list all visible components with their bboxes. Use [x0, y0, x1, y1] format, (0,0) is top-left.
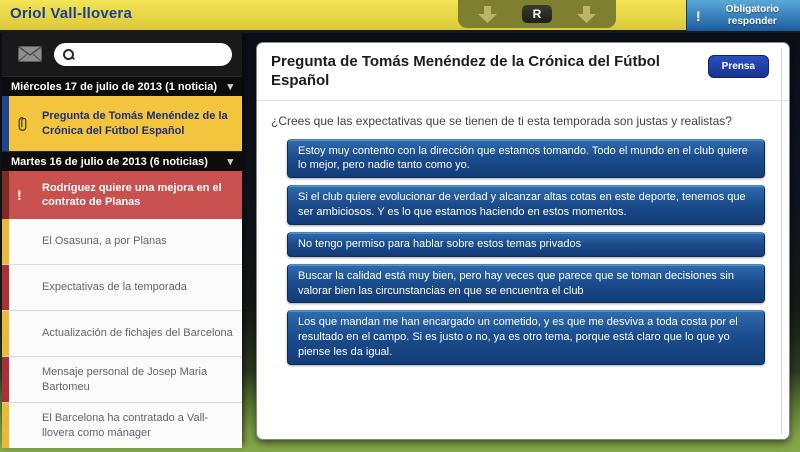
item-color-stripe — [2, 219, 9, 264]
item-color-stripe — [2, 357, 9, 402]
answer-options — [287, 139, 765, 365]
answer-option-2[interactable]: Si el club quiere evolucionar de verdad y alcanzar altas cotas en este deporte, tenemos que ser ambiciosos. Y es lo que estamos haciendo en estos momentos. — [287, 185, 765, 225]
news-item-label: El Osasuna, a por Planas — [42, 235, 167, 248]
continue-button[interactable]: R — [522, 5, 553, 23]
press-question-panel — [256, 42, 790, 440]
nav-down-arrow-right-icon[interactable] — [577, 6, 596, 23]
news-item-label: Expectativas de la temporada — [42, 281, 187, 294]
search-icon — [63, 49, 74, 60]
navigation-cluster — [458, 0, 616, 28]
answer-option-5[interactable]: Los que mandan me han encargado un cometido, y es que me desviva a toda costa por el resultado en el campo. Si es justo o no, ya es otro tema, porque está claro que lo que yo piense les da igual. — [287, 310, 765, 365]
search-box[interactable] — [54, 43, 232, 66]
question-text: ¿Crees que las expectativas que se tienen de ti esta temporada son justas y realistas? — [271, 113, 732, 128]
item-color-stripe — [2, 171, 9, 219]
nav-down-arrow-left-icon[interactable] — [478, 6, 497, 23]
mandatory-respond-button[interactable] — [686, 0, 800, 31]
alert-exclamation-icon: ! — [696, 7, 701, 24]
question-title: Pregunta de Tomás Menéndez de la Crónica del Fútbol Español — [271, 53, 660, 89]
sidebar-toolbar — [2, 33, 242, 76]
title-bar — [0, 0, 800, 33]
news-item-label: Rodríguez quiere una mejora en el contrato de Planas — [42, 181, 222, 208]
news-item-expectations[interactable] — [2, 265, 242, 311]
mail-icon[interactable] — [18, 46, 42, 62]
panel-scrollbar-track[interactable] — [781, 48, 782, 434]
news-item-personal-message[interactable] — [2, 357, 242, 403]
answer-option-4[interactable]: Buscar la calidad está muy bien, pero hay veces que parece que se toman decisiones sin valorar bien las circunstancias en que se encuentra el club — [287, 264, 765, 304]
chevron-down-icon: ▾ — [227, 81, 233, 93]
news-item-osasuna[interactable] — [2, 219, 242, 265]
item-color-stripe — [2, 265, 9, 310]
press-badge-button[interactable]: Prensa — [708, 55, 769, 78]
news-item-hired-manager[interactable] — [2, 403, 242, 448]
news-item-transfer-update[interactable] — [2, 311, 242, 357]
paperclip-icon — [17, 116, 28, 131]
item-color-stripe — [2, 96, 9, 151]
news-sidebar — [2, 33, 242, 443]
news-item-label: Pregunta de Tomás Menéndez de la Crónica del Fútbol Español — [42, 110, 228, 137]
news-item-press-question[interactable] — [2, 96, 242, 151]
item-color-stripe — [2, 403, 9, 448]
date-group-label: Martes 16 de julio de 2013 (6 noticias) — [11, 155, 208, 168]
news-item-label: El Barcelona ha contratado a Vall-llovera como mánager — [42, 412, 209, 439]
search-input[interactable] — [80, 48, 223, 62]
news-item-contract-alert[interactable] — [2, 171, 242, 219]
mandatory-respond-label: Obligatorio responder — [725, 4, 779, 27]
manager-name: Oriol Vall-llovera — [10, 5, 132, 22]
date-group-header-wednesday[interactable] — [2, 76, 242, 96]
news-item-label: Mensaje personal de Josep Maria Bartomeu — [42, 366, 208, 393]
panel-header — [257, 43, 789, 101]
answer-option-3[interactable]: No tengo permiso para hablar sobre estos temas privados — [287, 232, 765, 257]
date-group-header-tuesday[interactable] — [2, 151, 242, 171]
news-item-label: Actualización de fichajes del Barcelona — [42, 327, 233, 340]
chevron-down-icon: ▾ — [227, 156, 233, 168]
date-group-label: Miércoles 17 de julio de 2013 (1 noticia) — [11, 80, 218, 93]
answer-option-1[interactable]: Estoy muy contento con la dirección que estamos tomando. Todo el mundo en el club quiere lo mejor, pero nadie tanto como yo. — [287, 139, 765, 179]
exclamation-icon: ! — [17, 186, 22, 203]
item-color-stripe — [2, 311, 9, 356]
